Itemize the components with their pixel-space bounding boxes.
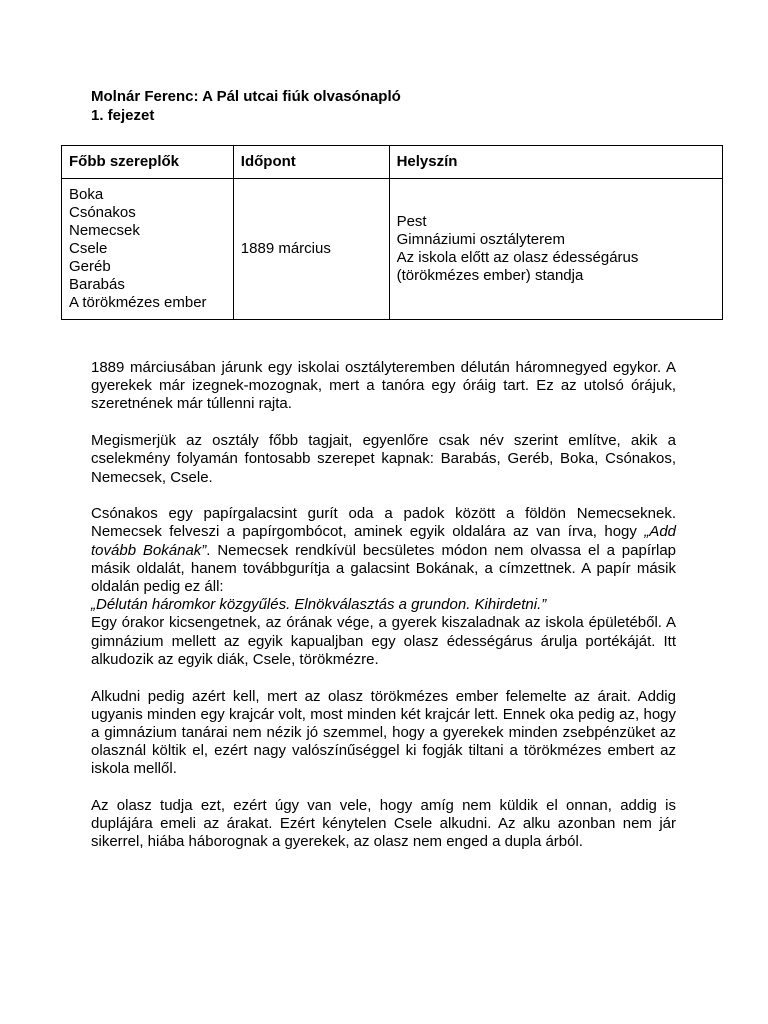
character-item: Boka bbox=[69, 186, 104, 203]
header-time: Időpont bbox=[233, 146, 389, 179]
paragraph-text: Csónakos egy papírgalacsint gurít oda a padok között a földön Nemecseknek. Nemecsek felveszi a papírgombócot, aminek egyik oldalára az van írva, hogy bbox=[91, 505, 676, 541]
location-item: Gimnáziumi osztályterem bbox=[396, 231, 565, 248]
character-item: A törökmézes ember bbox=[69, 294, 207, 311]
location-item: Pest bbox=[396, 213, 427, 230]
body-text bbox=[91, 359, 676, 870]
location-item: Az iskola előtt az olasz édességárus (törökmézes ember) standja bbox=[396, 249, 639, 284]
title-block bbox=[91, 87, 401, 125]
table-header-row bbox=[62, 146, 723, 179]
character-item: Geréb bbox=[69, 258, 111, 275]
italic-quote: „Add tovább Bokának” bbox=[91, 523, 676, 559]
paragraph bbox=[91, 505, 676, 614]
character-item: Barabás bbox=[69, 276, 125, 293]
table-row bbox=[62, 179, 723, 320]
paragraph-text: . Nemecsek rendkívül becsületes módon nem olvassa el a papírlap másik oldalát, hanem továbbgurítja a galacsint Bokának, a címzettnek. A papír másik oldalán pedig ez áll: bbox=[91, 541, 676, 596]
locations-cell bbox=[389, 179, 722, 320]
header-characters: Főbb szereplők bbox=[62, 146, 234, 179]
header-location: Helyszín bbox=[389, 146, 722, 179]
character-item: Csele bbox=[69, 240, 108, 257]
time-cell: 1889 március bbox=[233, 179, 389, 320]
italic-quote: „Délután háromkor közgyűlés. Elnökválasztás a grundon. Kihirdetni.” bbox=[91, 596, 547, 614]
chapter-heading: 1. fejezet bbox=[91, 107, 155, 124]
document-title: Molnár Ferenc: A Pál utcai fiúk olvasónapló bbox=[91, 88, 401, 105]
paragraph: Megismerjük az osztály főbb tagjait, egyenlőre csak név szerint említve, akik a cselekmény folyamán fontosabb szerepet kapnak: Barabás, Geréb, Boka, Csónakos, Nemecsek, Csele. bbox=[91, 432, 676, 486]
paragraph: Az olasz tudja ezt, ezért úgy van vele, hogy amíg nem küldik el onnan, addig is duplájára emeli az árakat. Ezért kénytelen Csele alkudni. Az alku azonban nem jár sikerrel, hiába háborognak a gyerekek, az olasz nem enged a dupla árból. bbox=[91, 797, 676, 851]
character-item: Csónakos bbox=[69, 204, 136, 221]
characters-cell bbox=[62, 179, 234, 320]
paragraph: Egy órakor kicsengetnek, az órának vége, a gyerek kiszaladnak az iskola épületéből. A gimnázium mellett az egyik kapualjban egy olasz édességárus árulja portékáját. Itt alkudozik az egyik diák, Csele, törökmézre. bbox=[91, 614, 676, 668]
character-item: Nemecsek bbox=[69, 222, 140, 239]
paragraph: Alkudni pedig azért kell, mert az olasz törökmézes ember felemelte az árait. Addig ugyanis minden egy krajcár volt, most minden két krajcár lett. Ennek oka pedig az, hogy a gimnázium tanárai nem nézik jó szemmel, hogy a gyerekek minden zsebpénzüket az olasznál költik el, ezért nagy valószínűséggel ki fogják tiltani a törökmézes embert az iskola mellől. bbox=[91, 687, 676, 778]
summary-table bbox=[61, 145, 723, 320]
paragraph: 1889 márciusában járunk egy iskolai osztályteremben délután háromnegyed egykor. A gyerekek már izegnek-mozognak, mert a tanóra egy óráig tart. Ez az utolsó órájuk, szeretnének már túllenni rajta. bbox=[91, 359, 676, 413]
